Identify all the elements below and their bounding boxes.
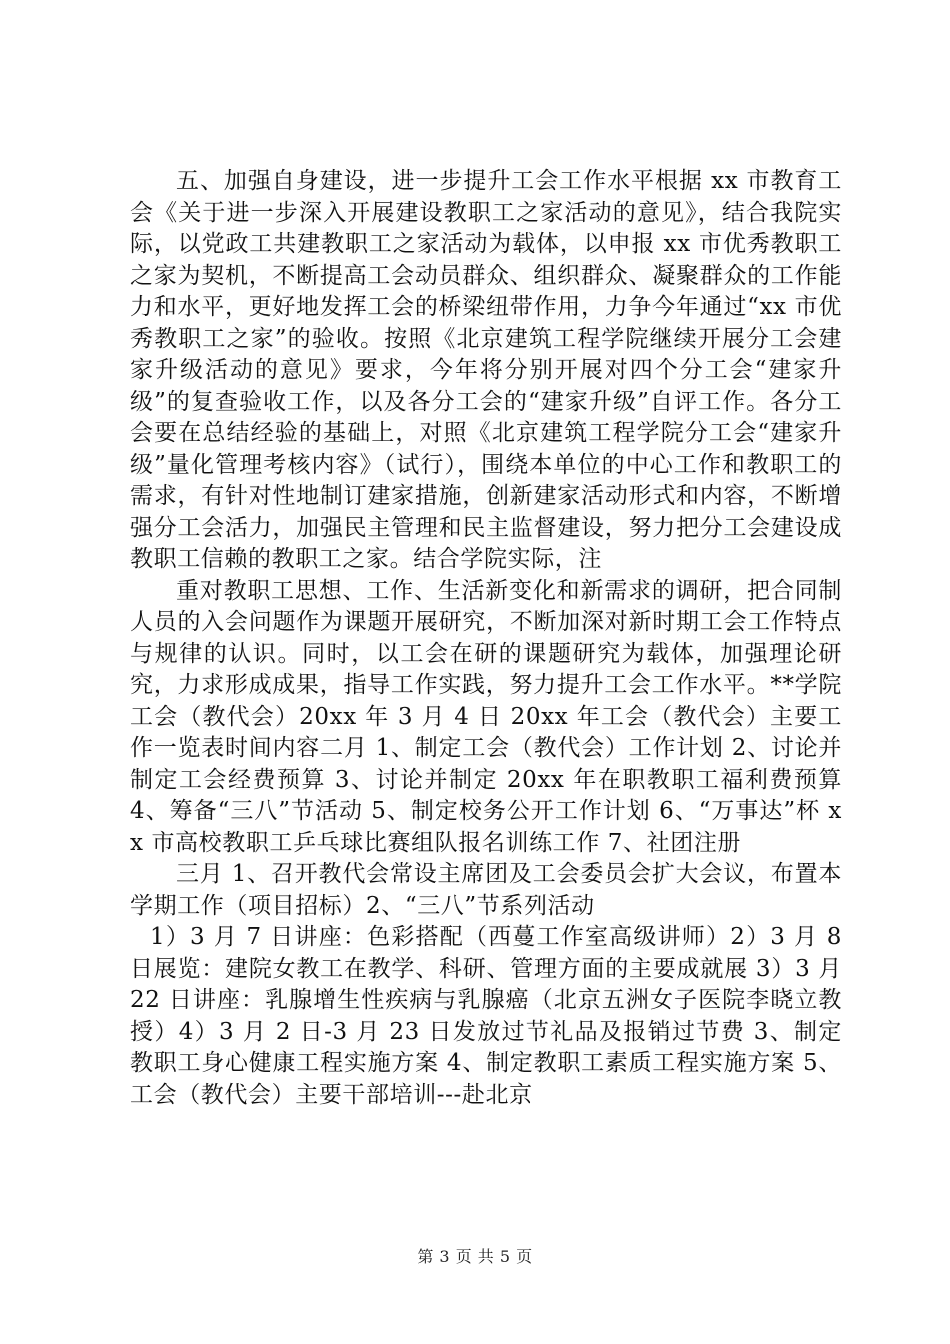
page-footer: 第 3 页 共 5 页 bbox=[417, 1247, 533, 1266]
document-body bbox=[130, 166, 842, 1111]
paragraph-march-plan: 三月 1、召开教代会常设主席团及工会委员会扩大会议，布置本学期工作（项目招标）2、“三八”节系列活动 bbox=[130, 861, 842, 919]
paragraph-march-activities: 1）3 月 7 日讲座：色彩搭配（西蔓工作室高级讲师）2）3 月 8 日展览：建院女教工在教学、科研、管理方面的主要成就展 3）3 月 22 日讲座：乳腺增生性疾病与乳腺癌（北京五洲女子医院李晓立教授）4）3 月 2 日-3 月 23 日发放过节礼品及报销过节费 3、制定教职工身心健康工程实施方案 4、制定教职工素质工程实施方案 5、工会（教代会）主要干部培训---赴北京 bbox=[130, 924, 842, 1108]
paragraph-research-and-schedule: 重对教职工思想、工作、生活新变化和新需求的调研，把合同制人员的入会问题作为课题开展研究，不断加深对新时期工会工作特点与规律的认识。同时，以工会在研的课题研究为载体，加强理论研究，力求形成成果，指导工作实践，努力提升工会工作水平。**学院工会（教代会）20xx 年 3 月 4 日 20xx 年工会（教代会）主要工作一览表时间内容二月 1、制定工会（教代会）工作计划 2、讨论并制定工会经费预算 3、讨论并制定 20xx 年在职教职工福利费预算 4、筹备“三八”节活动 5、制定校务公开工作计划 6、“万事达”杯 xx 市高校教职工乒乓球比赛组队报名训练工作 7、社团注册 bbox=[130, 577, 842, 856]
paragraph-strengthen-construction: 五、加强自身建设，进一步提升工会工作水平根据 xx 市教育工会《关于进一步深入开展建设教职工之家活动的意见》，结合我院实际，以党政工共建教职工之家活动为载体，以申报 xx 市优秀教职工之家为契机，不断提高工会动员群众、组织群众、凝聚群众的工作能力和水平，更好地发挥工会的桥梁纽带作用，力争今年通过“xx 市优秀教职工之家”的验收。按照《北京建筑工程学院继续开展分工会建家升级活动的意见》要求，今年将分别开展对四个分工会“建家升级”的复查验收工作，以及各分工会的“建家升级”自评工作。各分工会要在总结经验的基础上，对照《北京建筑工程学院分工会“建家升级”量化管理考核内容》（试行），围绕本单位的中心工作和教职工的需求，有针对性地制订建家措施，创新建家活动形式和内容，不断增强分工会活力，加强民主管理和民主监督建设，努力把分工会建设成教职工信赖的教职工之家。结合学院实际，注 bbox=[130, 168, 842, 572]
